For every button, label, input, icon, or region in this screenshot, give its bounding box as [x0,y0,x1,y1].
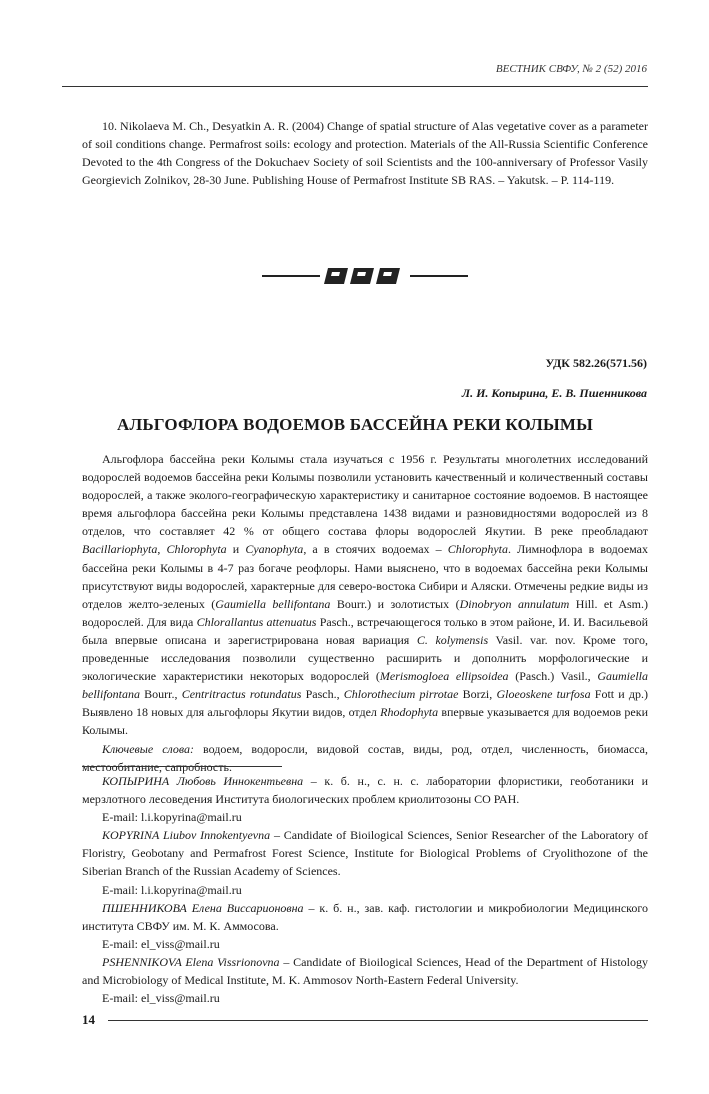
author-email[interactable]: E-mail: l.i.kopyrina@mail.ru [102,882,242,897]
abstract [82,450,648,776]
abstract-paragraph: Альгофлора бассейна реки Колымы стала изучаться с 1956 г. Результаты многолетних исследований водорослей водоемов бассейна реки Колымы позволили установить качественный и количественный составы водорослей, а также эколого-географическую характеристику и санитарное состояние водоемов. В настоящее время альгофлора бассейна реки Колымы представлена 1438 видами и разновидностями водорослей из 8 отделов, что составляет 42 % от общего состава флоры водорослей Якутии. В реке преобладают Bacillariophyta, Chlorophyta и Cyanophyta, а в стоячих водоемах – Chlorophyta. Лимнофлора в водоемах бассейна реки Колымы в 4-7 раз богаче реофлоры. Нами выяснено, что в водоемах бассейна реки Колымы присутствуют виды водорослей, характерные для северо-востока Сибири и Аляски. Отмечены редкие виды из отделов желто-зеленых (Gaumiella bellifontana Bourr.) и золотистых (Dinobryon annulatum Hill. et Asm.) водорослей. Для вида Chlorallantus attenuatus Pasch., встречающегося только в этом районе, И. И. Васильевой была впервые описана и зарегистрирована новая вариация C. kolymensis Vasil. var. nov. Кроме того, проведенные исследования позволили существенно расширить и дополнить морфологические и экологические характеристики некоторых водорослей (Merismogloea ellipsoidea (Pasch.) Vasil., Gaumiella bellifontana Bourr., Centritractus rotundatus Pasch., Chlorothecium pirrotae Borzi, Gloeoskene turfosa Fott и др.) Выявлено 18 новых для альгофлоры Якутии видов, отдел Rhodophyta впервые указывается для водоемов реки Колымы. [82,452,649,738]
footnote-separator [82,766,282,767]
author-email[interactable]: E-mail: el_viss@mail.ru [102,936,220,951]
keywords-label: Ключевые слова: [102,741,195,756]
section-ornament [262,262,468,290]
reference-text: 10. Nikolaeva M. Ch., Desyatkin A. R. (2004) Change of spatial structure of Alas vegetative cover as a parameter of soil conditions change. Permafrost soils: ecology and protection. Materials of the All-Russia Scientific Conference Devoted to the 4th Congress of the Dokuchaev Society of soil Scientists and the 100-anniversary of Professor Vasily Georgievich Zolnikov, 28-30 June. Publishing House of Permafrost Institute SB RAS. – Yakutsk. – P. 114-119. [82,119,648,187]
author-info [82,772,648,1007]
author-entry: ПШЕННИКОВА Елена Виссарионовна – к. б. н., зав. каф. гистологии и микробиологии Медицинского института СВФУ им. М. К. Аммосова. [82,900,648,933]
footer-rule [108,1020,648,1021]
author-entry: КОПЫРИНА Любовь Иннокентьевна – к. б. н., с. н. с. лаборатории флористики, геоботаники и мерзлотного лесоведения Института биологических проблем криолитозоны СО РАН. [82,774,649,807]
page-number: 14 [82,1012,95,1027]
author-entry: KOPYRINA Liubov Innokentyevna – Candidate of Bioilogical Sciences, Senior Researcher of the Laboratory of Floristry, Geobotany and Permafrost Forest Science, Institute for Biological Problems of Cryolithozone of the Siberian Branch of the Russian Academy of Sciences. [82,828,648,879]
journal-header: ВЕСТНИК СВФУ, № 2 (52) 2016 [495,63,647,75]
keywords-paragraph [82,740,648,776]
keywords-text: водоем, водоросли, видовой состав, виды, род, отдел, численность, биомасса, местообитание, сапробность. [82,741,649,774]
author-entry: PSHENNIKOVA Elena Vissrionovna – Candidate of Bioilogical Sciences, Head of the Department of Histology and Microbiology of Medical Institute, M. K. Ammosov North-Eastern Federal University. [82,954,648,988]
author-email[interactable]: E-mail: el_viss@mail.ru [102,991,220,1006]
article-authors: Л. И. Копырина, Е. В. Пшенникова [461,386,647,400]
header-rule [62,86,648,87]
reference-item [82,117,648,189]
author-email[interactable]: E-mail: l.i.kopyrina@mail.ru [102,810,242,825]
udc-code: УДК 582.26(571.56) [545,356,647,370]
article-title: АЛЬГОФЛОРА ВОДОЕМОВ БАССЕЙНА РЕКИ КОЛЫМЫ [117,415,593,434]
